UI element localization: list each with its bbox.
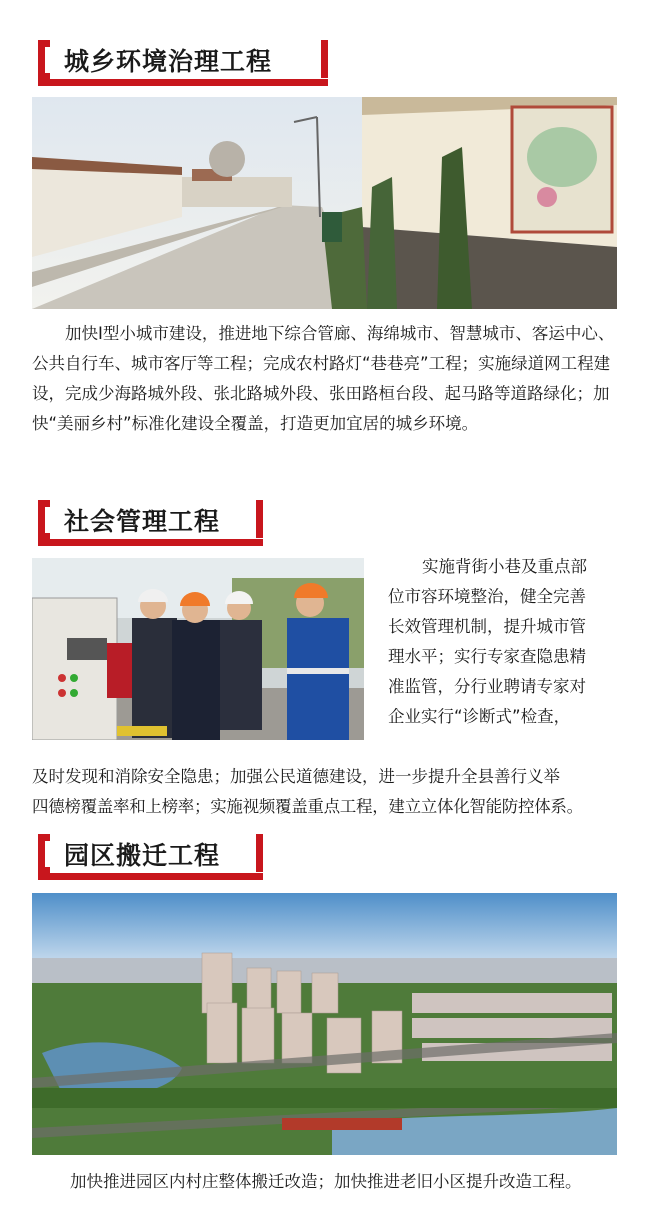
- text-line: 企业实行“诊断式”检查，: [388, 707, 571, 726]
- village-street-photo: [32, 97, 617, 309]
- section-title-1: [38, 40, 328, 86]
- title-bracket-left: [38, 834, 50, 874]
- title-bracket-right: [256, 500, 263, 538]
- section-2-full-text: [32, 762, 632, 822]
- text-line: 及时发现和消除安全隐患；加强公民道德建设，进一步提升全县善行义举: [32, 767, 560, 786]
- section-title-2: [38, 500, 263, 546]
- section-3-paragraph: 加快推进园区内村庄整体搬迁改造；加快推进老旧小区提升改造工程。: [70, 1172, 582, 1191]
- section-2-side-text: [388, 552, 620, 732]
- title-underline: [38, 873, 263, 880]
- inspection-workers-photo: [32, 558, 364, 740]
- text-line: 位市容环境整治，健全完善: [388, 587, 586, 606]
- section-heading: 园区搬迁工程: [64, 841, 221, 870]
- text-line: 准监管，分行业聘请专家对: [388, 677, 586, 696]
- title-bracket-left: [38, 500, 50, 540]
- title-underline: [38, 79, 328, 86]
- text-line: 四德榜覆盖率和上榜率；实施视频覆盖重点工程，建立立体化智能防控体系。: [32, 797, 583, 816]
- section-heading: 社会管理工程: [64, 507, 221, 536]
- title-underline: [38, 539, 263, 546]
- section-title-3: [38, 834, 263, 880]
- title-bracket-left: [38, 40, 50, 80]
- text-line: 长效管理机制，提升城市管: [388, 617, 586, 636]
- title-bracket-right: [321, 40, 328, 78]
- title-bracket-right: [256, 834, 263, 872]
- section-1-paragraph: 加快Ⅰ型小城市建设，推进地下综合管廊、海绵城市、智慧城市、客运中心、公共自行车、城市客厅等工程；完成农村路灯“巷巷亮”工程；实施绿道网工程建设，完成少海路城外段、张北路城外段、张田路桓台段、起马路等道路绿化；加快“美丽乡村”标准化建设全覆盖，打造更加宜居的城乡环境。: [32, 324, 615, 433]
- section-heading: 城乡环境治理工程: [64, 47, 273, 76]
- text-line: 实施背街小巷及重点部: [422, 557, 587, 576]
- city-aerial-photo: [32, 893, 617, 1155]
- text-line: 理水平；实行专家查隐患精: [388, 647, 586, 666]
